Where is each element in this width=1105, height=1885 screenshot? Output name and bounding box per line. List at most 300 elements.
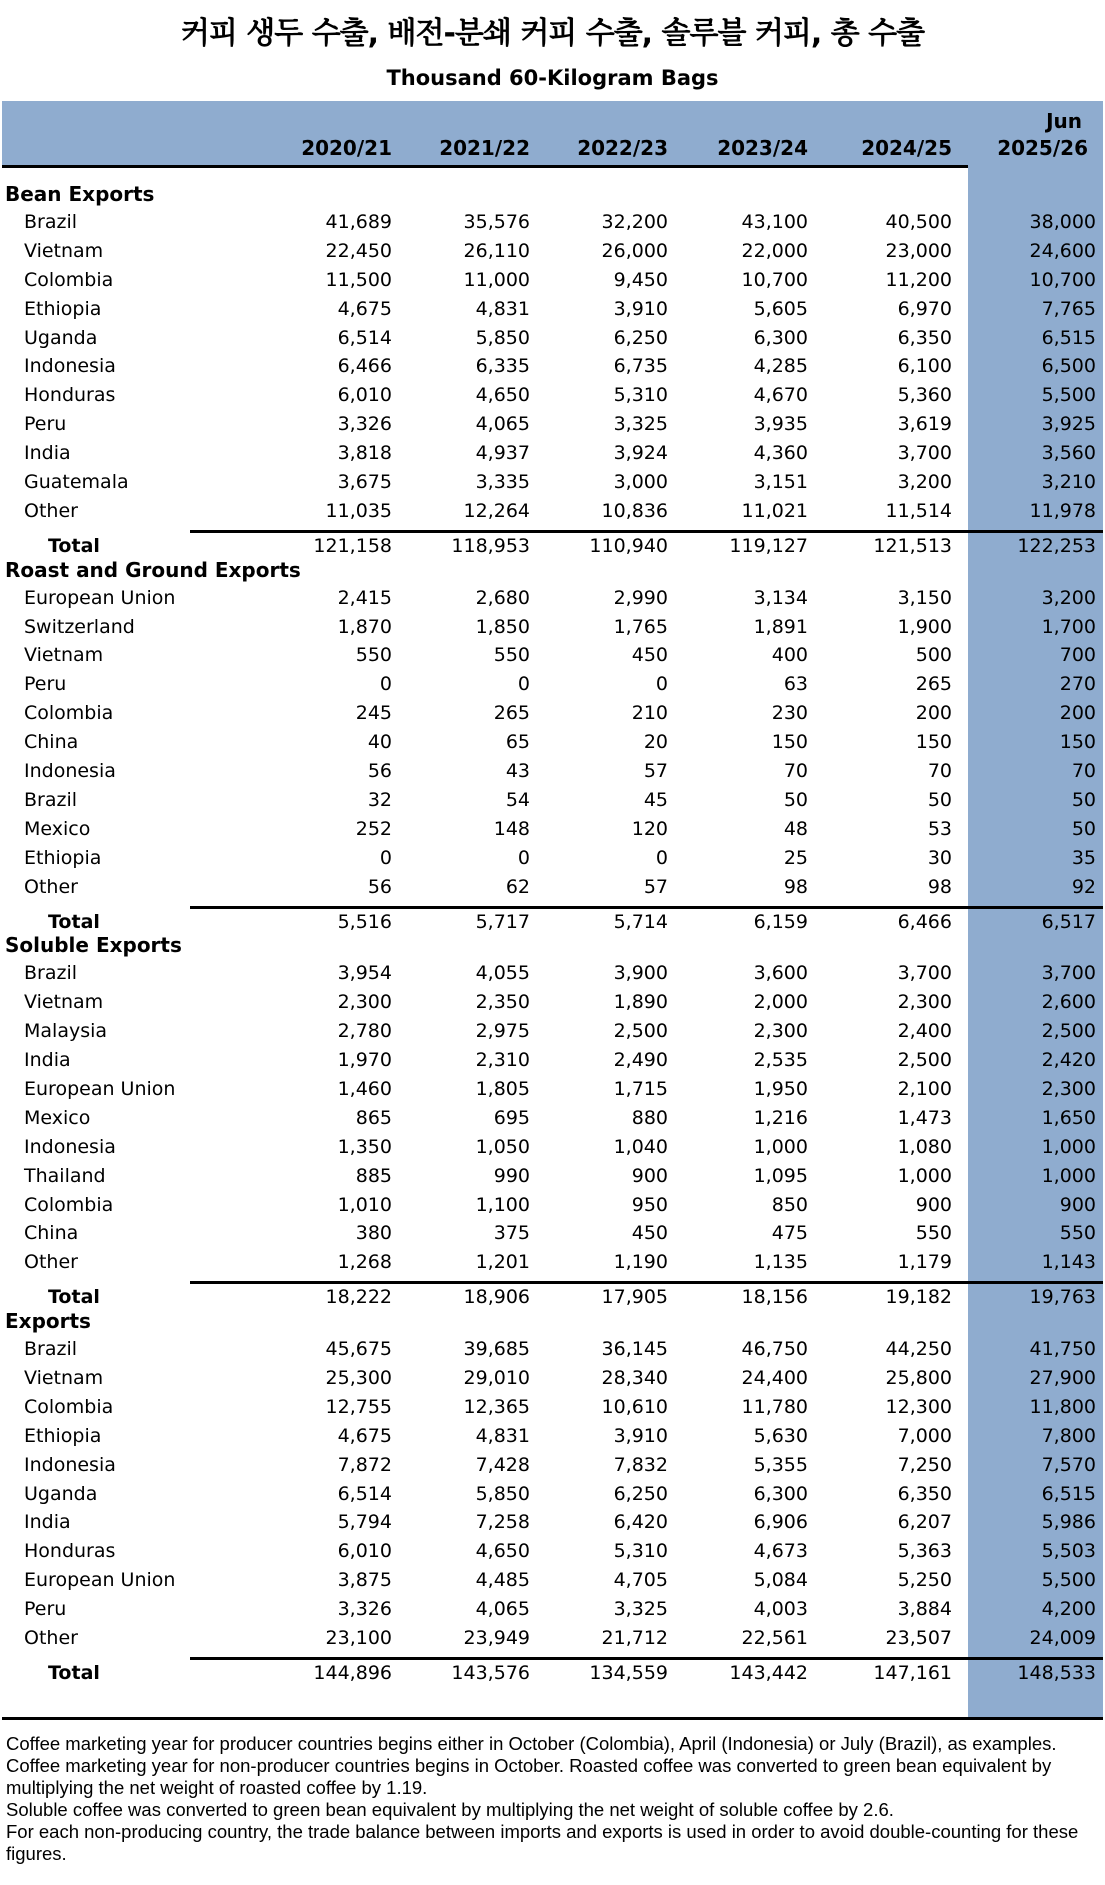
- table-cell: 4,831: [475, 297, 530, 320]
- section-title: Soluble Exports: [5, 933, 182, 958]
- row-label: Colombia: [24, 702, 114, 725]
- table-cell: 700: [1059, 644, 1096, 667]
- table-cell: 44,250: [885, 1338, 952, 1360]
- table-cell: 150: [771, 731, 808, 754]
- table-cell: 70: [1071, 760, 1096, 782]
- footnote: Coffee marketing year for non-producer countries begins in October. Roasted coffee was converted to green bean equivalent by multiplying the net weight of roasted coffee by 1.19.: [6, 1755, 1052, 1798]
- table-cell: 27,900: [1029, 1366, 1096, 1389]
- table-cell: 3,924: [613, 442, 668, 465]
- table-cell: 46,750: [741, 1338, 808, 1360]
- table-cell: 2,420: [1041, 1049, 1096, 1071]
- total-cell: 5,717: [475, 910, 530, 933]
- row-label: Ethiopia: [24, 297, 102, 320]
- table-cell: 2,400: [897, 1020, 952, 1043]
- table-cell: 7,570: [1041, 1453, 1096, 1476]
- table-cell: 450: [631, 1222, 668, 1245]
- row-label: Peru: [24, 1598, 67, 1621]
- total-cell: 122,253: [1017, 534, 1096, 557]
- table-cell: 6,906: [753, 1511, 808, 1534]
- table-cell: 0: [655, 846, 668, 869]
- table-cell: 3,210: [1041, 471, 1096, 493]
- table-cell: 41,689: [325, 210, 392, 233]
- total-cell: 143,576: [451, 1661, 530, 1684]
- table-cell: 3,884: [897, 1598, 952, 1621]
- table-cell: 0: [517, 673, 530, 696]
- table-cell: 6,515: [1041, 326, 1096, 349]
- table-cell: 1,900: [897, 615, 952, 638]
- table-cell: 880: [631, 1106, 668, 1129]
- table-cell: 4,285: [753, 355, 808, 378]
- column-header: 2023/24: [717, 136, 808, 160]
- table-cell: 6,350: [897, 326, 952, 349]
- row-label: Ethiopia: [24, 1424, 102, 1447]
- table-cell: 150: [915, 731, 952, 754]
- table-cell: 1,268: [337, 1251, 392, 1274]
- table-cell: 5,310: [613, 1540, 668, 1563]
- row-label: Indonesia: [24, 355, 116, 378]
- table-cell: 11,035: [325, 499, 392, 522]
- table-cell: 24,400: [741, 1366, 808, 1389]
- table-cell: 3,954: [337, 962, 392, 985]
- row-label: Honduras: [24, 1540, 116, 1563]
- table-cell: 11,780: [741, 1395, 808, 1418]
- table-cell: 12,300: [885, 1395, 952, 1418]
- table-cell: 1,095: [753, 1164, 808, 1187]
- row-label: Brazil: [24, 1338, 78, 1360]
- table-cell: 2,350: [475, 991, 530, 1014]
- table-cell: 3,900: [613, 962, 668, 985]
- table-cell: 6,515: [1041, 1482, 1096, 1505]
- row-label: Other: [24, 1627, 78, 1649]
- table-cell: 3,619: [897, 413, 952, 436]
- table-cell: 950: [631, 1193, 668, 1216]
- row-label: Vietnam: [24, 1366, 104, 1389]
- table-cell: 4,675: [337, 1424, 392, 1447]
- table-cell: 2,310: [475, 1049, 530, 1071]
- table-cell: 1,135: [753, 1251, 808, 1274]
- page-title: 커피 생두 수출, 배전-분쇄 커피 수출, 솔루블 커피, 총 수출: [180, 16, 925, 51]
- table-cell: 22,000: [741, 239, 808, 262]
- table-cell: 6,514: [337, 1482, 392, 1505]
- column-header: 2020/21: [301, 136, 392, 160]
- table-cell: 6,100: [897, 355, 952, 378]
- table-cell: 148: [493, 817, 530, 840]
- table-cell: 45: [643, 788, 668, 811]
- table-cell: 7,000: [897, 1424, 952, 1447]
- table-cell: 6,350: [897, 1482, 952, 1505]
- total-cell: 119,127: [729, 534, 808, 557]
- table-cell: 4,675: [337, 297, 392, 320]
- table-cell: 50: [783, 788, 808, 811]
- table-cell: 32,200: [601, 210, 668, 233]
- table-cell: 1,201: [475, 1251, 530, 1274]
- row-label: Guatemala: [24, 471, 129, 493]
- row-label: Other: [24, 875, 78, 898]
- table-cell: 5,605: [753, 297, 808, 320]
- table-cell: 1,870: [337, 615, 392, 638]
- table-cell: 48: [783, 817, 808, 840]
- table-cell: 40: [367, 731, 392, 754]
- table-cell: 7,258: [475, 1511, 530, 1534]
- footnotes: [6, 1733, 1101, 1865]
- table-cell: 43: [505, 760, 530, 782]
- row-label: Vietnam: [24, 991, 104, 1014]
- row-label: Other: [24, 499, 78, 522]
- row-label: European Union: [24, 1077, 176, 1100]
- table-cell: 3,200: [897, 471, 952, 493]
- total-cell: 18,156: [741, 1286, 808, 1309]
- table-cell: 5,250: [897, 1569, 952, 1592]
- table-cell: 0: [379, 846, 392, 869]
- table-cell: 56: [367, 760, 392, 782]
- row-label: Brazil: [24, 962, 78, 985]
- table-cell: 3,326: [337, 413, 392, 436]
- table-cell: 380: [355, 1222, 392, 1245]
- table-cell: 4,650: [475, 384, 530, 407]
- table-cell: 6,970: [897, 297, 952, 320]
- table-cell: 5,794: [337, 1511, 392, 1534]
- table-cell: 3,675: [337, 471, 392, 493]
- total-rule: [190, 1657, 1103, 1660]
- table-cell: 3,935: [753, 413, 808, 436]
- total-cell: 19,763: [1029, 1286, 1096, 1309]
- table-cell: 5,310: [613, 384, 668, 407]
- table-cell: 1,350: [337, 1135, 392, 1158]
- table-cell: 990: [493, 1164, 530, 1187]
- table-cell: 1,190: [613, 1251, 668, 1274]
- total-rule: [190, 530, 1103, 533]
- table-cell: 29,010: [463, 1366, 530, 1389]
- table-cell: 2,000: [753, 991, 808, 1014]
- table-cell: 7,250: [897, 1453, 952, 1476]
- table-cell: 4,937: [475, 442, 530, 465]
- total-rule: [190, 906, 1103, 909]
- row-label: European Union: [24, 586, 176, 609]
- total-cell: 6,466: [897, 910, 952, 933]
- table-cell: 1,000: [753, 1135, 808, 1158]
- table-cell: 3,325: [613, 413, 668, 436]
- total-cell: 110,940: [589, 534, 668, 557]
- total-cell: 134,559: [589, 1661, 668, 1684]
- table-cell: 3,325: [613, 1598, 668, 1621]
- table-cell: 210: [631, 702, 668, 725]
- table-cell: 0: [379, 673, 392, 696]
- total-cell: 5,714: [613, 910, 668, 933]
- total-cell: 6,517: [1041, 910, 1096, 933]
- table-cell: 6,250: [613, 1482, 668, 1505]
- table-cell: 1,850: [475, 615, 530, 638]
- table-cell: 50: [1071, 817, 1096, 840]
- table-cell: 7,765: [1041, 297, 1096, 320]
- table-cell: 2,300: [337, 991, 392, 1014]
- row-label: Peru: [24, 673, 67, 696]
- table-cell: 36,145: [601, 1338, 668, 1360]
- table-cell: 6,300: [753, 1482, 808, 1505]
- row-label: India: [24, 442, 71, 465]
- section-title: Roast and Ground Exports: [5, 557, 301, 582]
- table-cell: 3,875: [337, 1569, 392, 1592]
- column-header: 2021/22: [439, 136, 530, 160]
- total-label: Total: [48, 1661, 100, 1684]
- total-cell: 5,516: [337, 910, 392, 933]
- table-cell: 3,600: [753, 962, 808, 985]
- row-label: Switzerland: [24, 615, 135, 638]
- table-cell: 57: [643, 875, 668, 898]
- table-cell: 23,000: [885, 239, 952, 262]
- table-cell: 4,673: [753, 1540, 808, 1563]
- table-cell: 25,800: [885, 1366, 952, 1389]
- table-cell: 4,200: [1041, 1598, 1096, 1621]
- table-cell: 7,428: [475, 1453, 530, 1476]
- table-cell: 3,200: [1041, 586, 1096, 609]
- table-cell: 245: [355, 702, 392, 725]
- table-cell: 252: [355, 817, 392, 840]
- table-cell: 35: [1071, 846, 1096, 869]
- table-cell: 1,473: [897, 1106, 952, 1129]
- table-cell: 11,021: [741, 499, 808, 522]
- table-cell: 1,700: [1041, 615, 1096, 638]
- table-cell: 850: [771, 1193, 808, 1216]
- table-cell: 695: [493, 1106, 530, 1129]
- table-cell: 10,836: [601, 499, 668, 522]
- table-cell: 1,080: [897, 1135, 952, 1158]
- row-label: Colombia: [24, 268, 114, 291]
- table-cell: 23,100: [325, 1627, 392, 1649]
- row-label: Uganda: [24, 1482, 98, 1505]
- table-cell: 6,010: [337, 1540, 392, 1563]
- column-header: 2024/25: [861, 136, 952, 160]
- table-cell: 11,800: [1029, 1395, 1096, 1418]
- table-cell: 26,000: [601, 239, 668, 262]
- table-cell: 4,003: [753, 1598, 808, 1621]
- total-cell: 144,896: [313, 1661, 392, 1684]
- page-subtitle: Thousand 60-Kilogram Bags: [386, 66, 719, 90]
- total-cell: 143,442: [729, 1661, 808, 1684]
- table-cell: 3,700: [897, 442, 952, 465]
- row-label: Indonesia: [24, 1135, 116, 1158]
- table-cell: 3,000: [613, 471, 668, 493]
- table-cell: 22,561: [741, 1627, 808, 1649]
- table-cell: 3,134: [753, 586, 808, 609]
- table-cell: 550: [915, 1222, 952, 1245]
- table-cell: 7,872: [337, 1453, 392, 1476]
- row-label: Colombia: [24, 1193, 114, 1216]
- table-cell: 885: [355, 1164, 392, 1187]
- table-cell: 6,250: [613, 326, 668, 349]
- table-cell: 25: [783, 846, 808, 869]
- table-cell: 12,365: [463, 1395, 530, 1418]
- table-cell: 30: [927, 846, 952, 869]
- table-cell: 0: [517, 846, 530, 869]
- row-label: China: [24, 731, 79, 754]
- table-cell: 40,500: [885, 210, 952, 233]
- footnote: Coffee marketing year for producer countries begins either in October (Colombia), April (Indonesia) or July (Brazil), as examples.: [6, 1733, 1057, 1754]
- row-label: European Union: [24, 1569, 176, 1592]
- total-cell: 18,906: [463, 1286, 530, 1309]
- table-cell: 1,805: [475, 1077, 530, 1100]
- table-cell: 2,535: [753, 1049, 808, 1071]
- table-cell: 54: [505, 788, 530, 811]
- table-cell: 3,150: [897, 586, 952, 609]
- total-cell: 19,182: [885, 1286, 952, 1309]
- table-cell: 4,670: [753, 384, 808, 407]
- footnote: For each non-producing country, the trade balance between imports and exports is used in order to avoid double-counting for these figures.: [6, 1821, 1079, 1864]
- total-cell: 148,533: [1017, 1661, 1096, 1684]
- table-cell: 4,831: [475, 1424, 530, 1447]
- table-cell: 53: [927, 817, 952, 840]
- table-cell: 43,100: [741, 210, 808, 233]
- table-cell: 0: [655, 673, 668, 696]
- table-cell: 230: [771, 702, 808, 725]
- row-label: Mexico: [24, 817, 91, 840]
- table-cell: 2,780: [337, 1020, 392, 1043]
- row-label: Other: [24, 1251, 78, 1274]
- table-cell: 4,065: [475, 1598, 530, 1621]
- row-label: Brazil: [24, 788, 78, 811]
- table-cell: 45,675: [325, 1338, 392, 1360]
- table-cell: 3,700: [1041, 962, 1096, 985]
- table-cell: 3,910: [613, 297, 668, 320]
- table-cell: 4,065: [475, 413, 530, 436]
- total-cell: 121,158: [313, 534, 392, 557]
- table-cell: 2,300: [753, 1020, 808, 1043]
- table-cell: 2,990: [613, 586, 668, 609]
- table-cell: 10,700: [741, 268, 808, 291]
- table-cell: 7,800: [1041, 1424, 1096, 1447]
- table-cell: 6,466: [337, 355, 392, 378]
- table-cell: 28,340: [601, 1366, 668, 1389]
- row-label: Indonesia: [24, 1453, 116, 1476]
- table-cell: 1,970: [337, 1049, 392, 1071]
- column-header: 2022/23: [577, 136, 668, 160]
- column-header-note: Jun: [1046, 109, 1082, 133]
- table-cell: 98: [927, 875, 952, 898]
- table-cell: 3,335: [475, 471, 530, 493]
- table-cell: 4,055: [475, 962, 530, 985]
- table-cell: 400: [771, 644, 808, 667]
- table-cell: 1,000: [1041, 1164, 1096, 1187]
- table-cell: 22,450: [325, 239, 392, 262]
- total-rule: [190, 1281, 1103, 1284]
- table-cell: 5,360: [897, 384, 952, 407]
- table-cell: 92: [1071, 875, 1096, 898]
- row-label: Uganda: [24, 326, 98, 349]
- table-cell: 5,986: [1041, 1511, 1096, 1534]
- table-cell: 65: [505, 731, 530, 754]
- table-cell: 56: [367, 875, 392, 898]
- table-cell: 900: [631, 1164, 668, 1187]
- table-cell: 70: [927, 760, 952, 782]
- table-cell: 3,700: [897, 962, 952, 985]
- table-cell: 6,420: [613, 1511, 668, 1534]
- table-cell: 3,818: [337, 442, 392, 465]
- table-cell: 57: [643, 760, 668, 782]
- table-cell: 6,010: [337, 384, 392, 407]
- table-cell: 11,978: [1029, 499, 1096, 522]
- table-cell: 2,500: [897, 1049, 952, 1071]
- table-cell: 11,514: [885, 499, 952, 522]
- table-cell: 62: [505, 875, 530, 898]
- table-bottom-rule: [2, 1717, 1103, 1720]
- table-cell: 1,460: [337, 1077, 392, 1100]
- total-cell: 121,513: [873, 534, 952, 557]
- table-cell: 2,600: [1041, 991, 1096, 1014]
- section-title: Bean Exports: [5, 182, 155, 206]
- table-cell: 4,705: [613, 1569, 668, 1592]
- table-cell: 2,500: [613, 1020, 668, 1043]
- table-cell: 1,715: [613, 1077, 668, 1100]
- table-cell: 900: [915, 1193, 952, 1216]
- table-cell: 5,630: [753, 1424, 808, 1447]
- table-cell: 10,610: [601, 1395, 668, 1418]
- row-label: Honduras: [24, 384, 116, 407]
- table-cell: 3,910: [613, 1424, 668, 1447]
- table-cell: 5,355: [753, 1453, 808, 1476]
- table-cell: 1,179: [897, 1251, 952, 1274]
- row-label: India: [24, 1049, 71, 1071]
- table-cell: 26,110: [463, 239, 530, 262]
- table-cell: 98: [783, 875, 808, 898]
- table-cell: 1,050: [475, 1135, 530, 1158]
- table-cell: 9,450: [613, 268, 668, 291]
- table-cell: 11,200: [885, 268, 952, 291]
- table-cell: 1,000: [1041, 1135, 1096, 1158]
- table-cell: 39,685: [463, 1338, 530, 1360]
- table-cell: 70: [783, 760, 808, 782]
- table-cell: 6,500: [1041, 355, 1096, 378]
- table-cell: 265: [915, 673, 952, 696]
- table-cell: 200: [1059, 702, 1096, 725]
- table-cell: 21,712: [601, 1627, 668, 1649]
- table-cell: 1,000: [897, 1164, 952, 1187]
- table-cell: 5,503: [1041, 1540, 1096, 1563]
- table-cell: 6,207: [897, 1511, 952, 1534]
- total-cell: 6,159: [753, 910, 808, 933]
- table-cell: 35,576: [463, 210, 530, 233]
- table-cell: 12,755: [325, 1395, 392, 1418]
- table-cell: 2,300: [897, 991, 952, 1014]
- table-cell: 5,363: [897, 1540, 952, 1563]
- row-label: Thailand: [24, 1164, 106, 1187]
- table-cell: 4,485: [475, 1569, 530, 1592]
- section-title: Exports: [5, 1309, 91, 1334]
- table-cell: 1,950: [753, 1077, 808, 1100]
- table-cell: 1,765: [613, 615, 668, 638]
- table-cell: 1,890: [613, 991, 668, 1014]
- table-cell: 6,514: [337, 326, 392, 349]
- row-label: Brazil: [24, 210, 78, 233]
- table-cell: 1,040: [613, 1135, 668, 1158]
- table-cell: 11,500: [325, 268, 392, 291]
- row-label: Malaysia: [24, 1020, 108, 1043]
- table-cell: 120: [631, 817, 668, 840]
- column-header: 2025/26: [997, 136, 1088, 160]
- row-label: Vietnam: [24, 644, 104, 667]
- table-cell: 500: [915, 644, 952, 667]
- row-label: China: [24, 1222, 79, 1245]
- table-cell: 5,850: [475, 326, 530, 349]
- table-cell: 5,850: [475, 1482, 530, 1505]
- table-cell: 2,415: [337, 586, 392, 609]
- total-cell: 118,953: [451, 534, 530, 557]
- table-cell: 23,507: [885, 1627, 952, 1649]
- table-cell: 900: [1059, 1193, 1096, 1216]
- table-cell: 5,500: [1041, 384, 1096, 407]
- table-cell: 3,560: [1041, 442, 1096, 465]
- table-cell: 4,360: [753, 442, 808, 465]
- table-cell: 10,700: [1029, 268, 1096, 291]
- table-cell: 24,009: [1029, 1627, 1096, 1649]
